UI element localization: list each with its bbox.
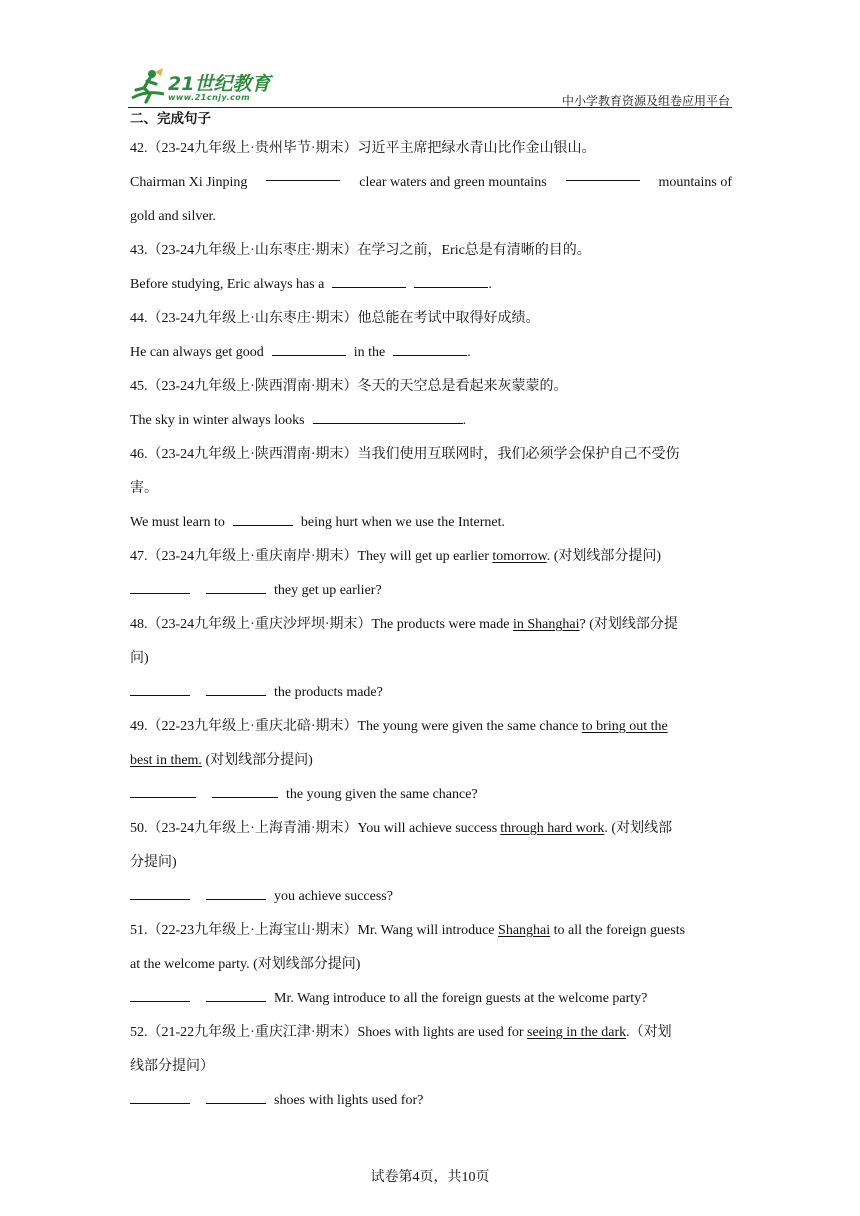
answer-blank[interactable] (393, 341, 467, 356)
answer-blank[interactable] (130, 885, 190, 900)
question-44-title: 44.（23-24九年级上·山东枣庄·期末）他总能在考试中取得好成绩。 (130, 311, 540, 326)
underlined-phrase: Shanghai (498, 923, 551, 938)
question-49-title-cont: best in them. (对划线部分提问) (130, 753, 313, 768)
question-45-sentence: The sky in winter always looks . (130, 404, 732, 438)
answer-blank[interactable] (130, 987, 190, 1002)
worksheet-content (130, 108, 732, 1118)
answer-blank[interactable] (566, 166, 640, 181)
question-42-title: 42.（23-24九年级上·贵州毕节·期末）习近平主席把绿水青山比作金山银山。 (130, 141, 596, 156)
question-44-sentence: He can always get good in the . (130, 336, 732, 370)
page-footer: 试卷第4页，共10页 (370, 1170, 490, 1185)
answer-blank[interactable] (266, 166, 340, 181)
question-52-title: 52.（21-22九年级上·重庆江津·期末）Shoes with lights are used for seeing in the dark.（对划 (130, 1025, 672, 1040)
answer-blank[interactable] (206, 885, 266, 900)
answer-blank[interactable] (130, 681, 190, 696)
question-52-sentence: shoes with lights used for? (130, 1084, 732, 1118)
answer-blank[interactable] (272, 341, 346, 356)
question-45-title: 45.（23-24九年级上·陕西渭南·期末）冬天的天空总是看起来灰蒙蒙的。 (130, 379, 568, 394)
question-48-title: 48.（23-24九年级上·重庆沙坪坝·期末）The products were made in Shanghai? (对划线部分提 (130, 617, 678, 632)
answer-blank[interactable] (206, 1089, 266, 1104)
question-46-title-cont: 害。 (130, 481, 158, 496)
question-47-sentence: they get up earlier? (130, 574, 732, 608)
question-52-title-cont: 线部分提问） (130, 1059, 214, 1074)
question-42-sentence-cont: gold and silver. (130, 209, 216, 224)
underlined-phrase: to bring out the (581, 719, 668, 734)
answer-blank[interactable] (414, 273, 488, 288)
section-title: 二、完成句子 (130, 111, 211, 127)
question-51-sentence: Mr. Wang introduce to all the foreign guests at the welcome party? (130, 982, 732, 1016)
underlined-phrase: in Shanghai (512, 617, 580, 632)
answer-blank[interactable] (206, 579, 266, 594)
answer-blank[interactable] (130, 1089, 190, 1104)
question-42-sentence: Chairman Xi Jinping clear waters and green mountains mountains of (130, 166, 732, 200)
answer-blank[interactable] (130, 783, 196, 798)
question-51-title-cont: at the welcome party. (对划线部分提问) (130, 957, 361, 972)
answer-blank[interactable] (313, 409, 463, 424)
underlined-phrase: best in them. (130, 753, 202, 768)
answer-blank[interactable] (212, 783, 278, 798)
question-47-title: 47.（23-24九年级上·重庆南岸·期末）They will get up earlier tomorrow. (对划线部分提问) (130, 549, 662, 564)
question-46-sentence: We must learn to being hurt when we use the Internet. (130, 506, 732, 540)
runner-logo-icon (128, 68, 168, 106)
underlined-phrase: tomorrow (492, 549, 547, 564)
answer-blank[interactable] (233, 511, 293, 526)
answer-blank[interactable] (332, 273, 406, 288)
platform-title: 中小学教育资源及组卷应用平台 (561, 94, 730, 108)
logo-url: www.21cnjy.com (168, 93, 251, 102)
question-46-title: 46.（23-24九年级上·陕西渭南·期末）当我们使用互联网时，我们必须学会保护自己不受伤 (130, 447, 680, 462)
question-43-sentence: Before studying, Eric always has a . (130, 268, 732, 302)
logo-text: 21世纪教育 (168, 73, 271, 95)
page-header (128, 66, 732, 108)
answer-blank[interactable] (206, 987, 266, 1002)
underlined-phrase: through hard work (500, 821, 605, 836)
question-43-title: 43.（23-24九年级上·山东枣庄·期末）在学习之前，Eric总是有清晰的目的。 (130, 243, 591, 258)
answer-blank[interactable] (130, 579, 190, 594)
question-49-title: 49.（22-23九年级上·重庆北碚·期末）The young were given the same chance to bring out the (130, 719, 668, 734)
question-50-title: 50.（23-24九年级上·上海青浦·期末）You will achieve success through hard work. (对划线部 (130, 821, 673, 836)
question-50-sentence: you achieve success? (130, 880, 732, 914)
question-50-title-cont: 分提问) (130, 855, 177, 870)
question-51-title: 51.（22-23九年级上·上海宝山·期末）Mr. Wang will introduce Shanghai to all the foreign guests (130, 923, 686, 938)
question-48-title-cont: 问) (130, 651, 149, 666)
question-48-sentence: the products made? (130, 676, 732, 710)
question-49-sentence: the young given the same chance? (130, 778, 732, 812)
underlined-phrase: seeing in the dark (527, 1025, 627, 1040)
answer-blank[interactable] (206, 681, 266, 696)
logo (128, 66, 278, 106)
